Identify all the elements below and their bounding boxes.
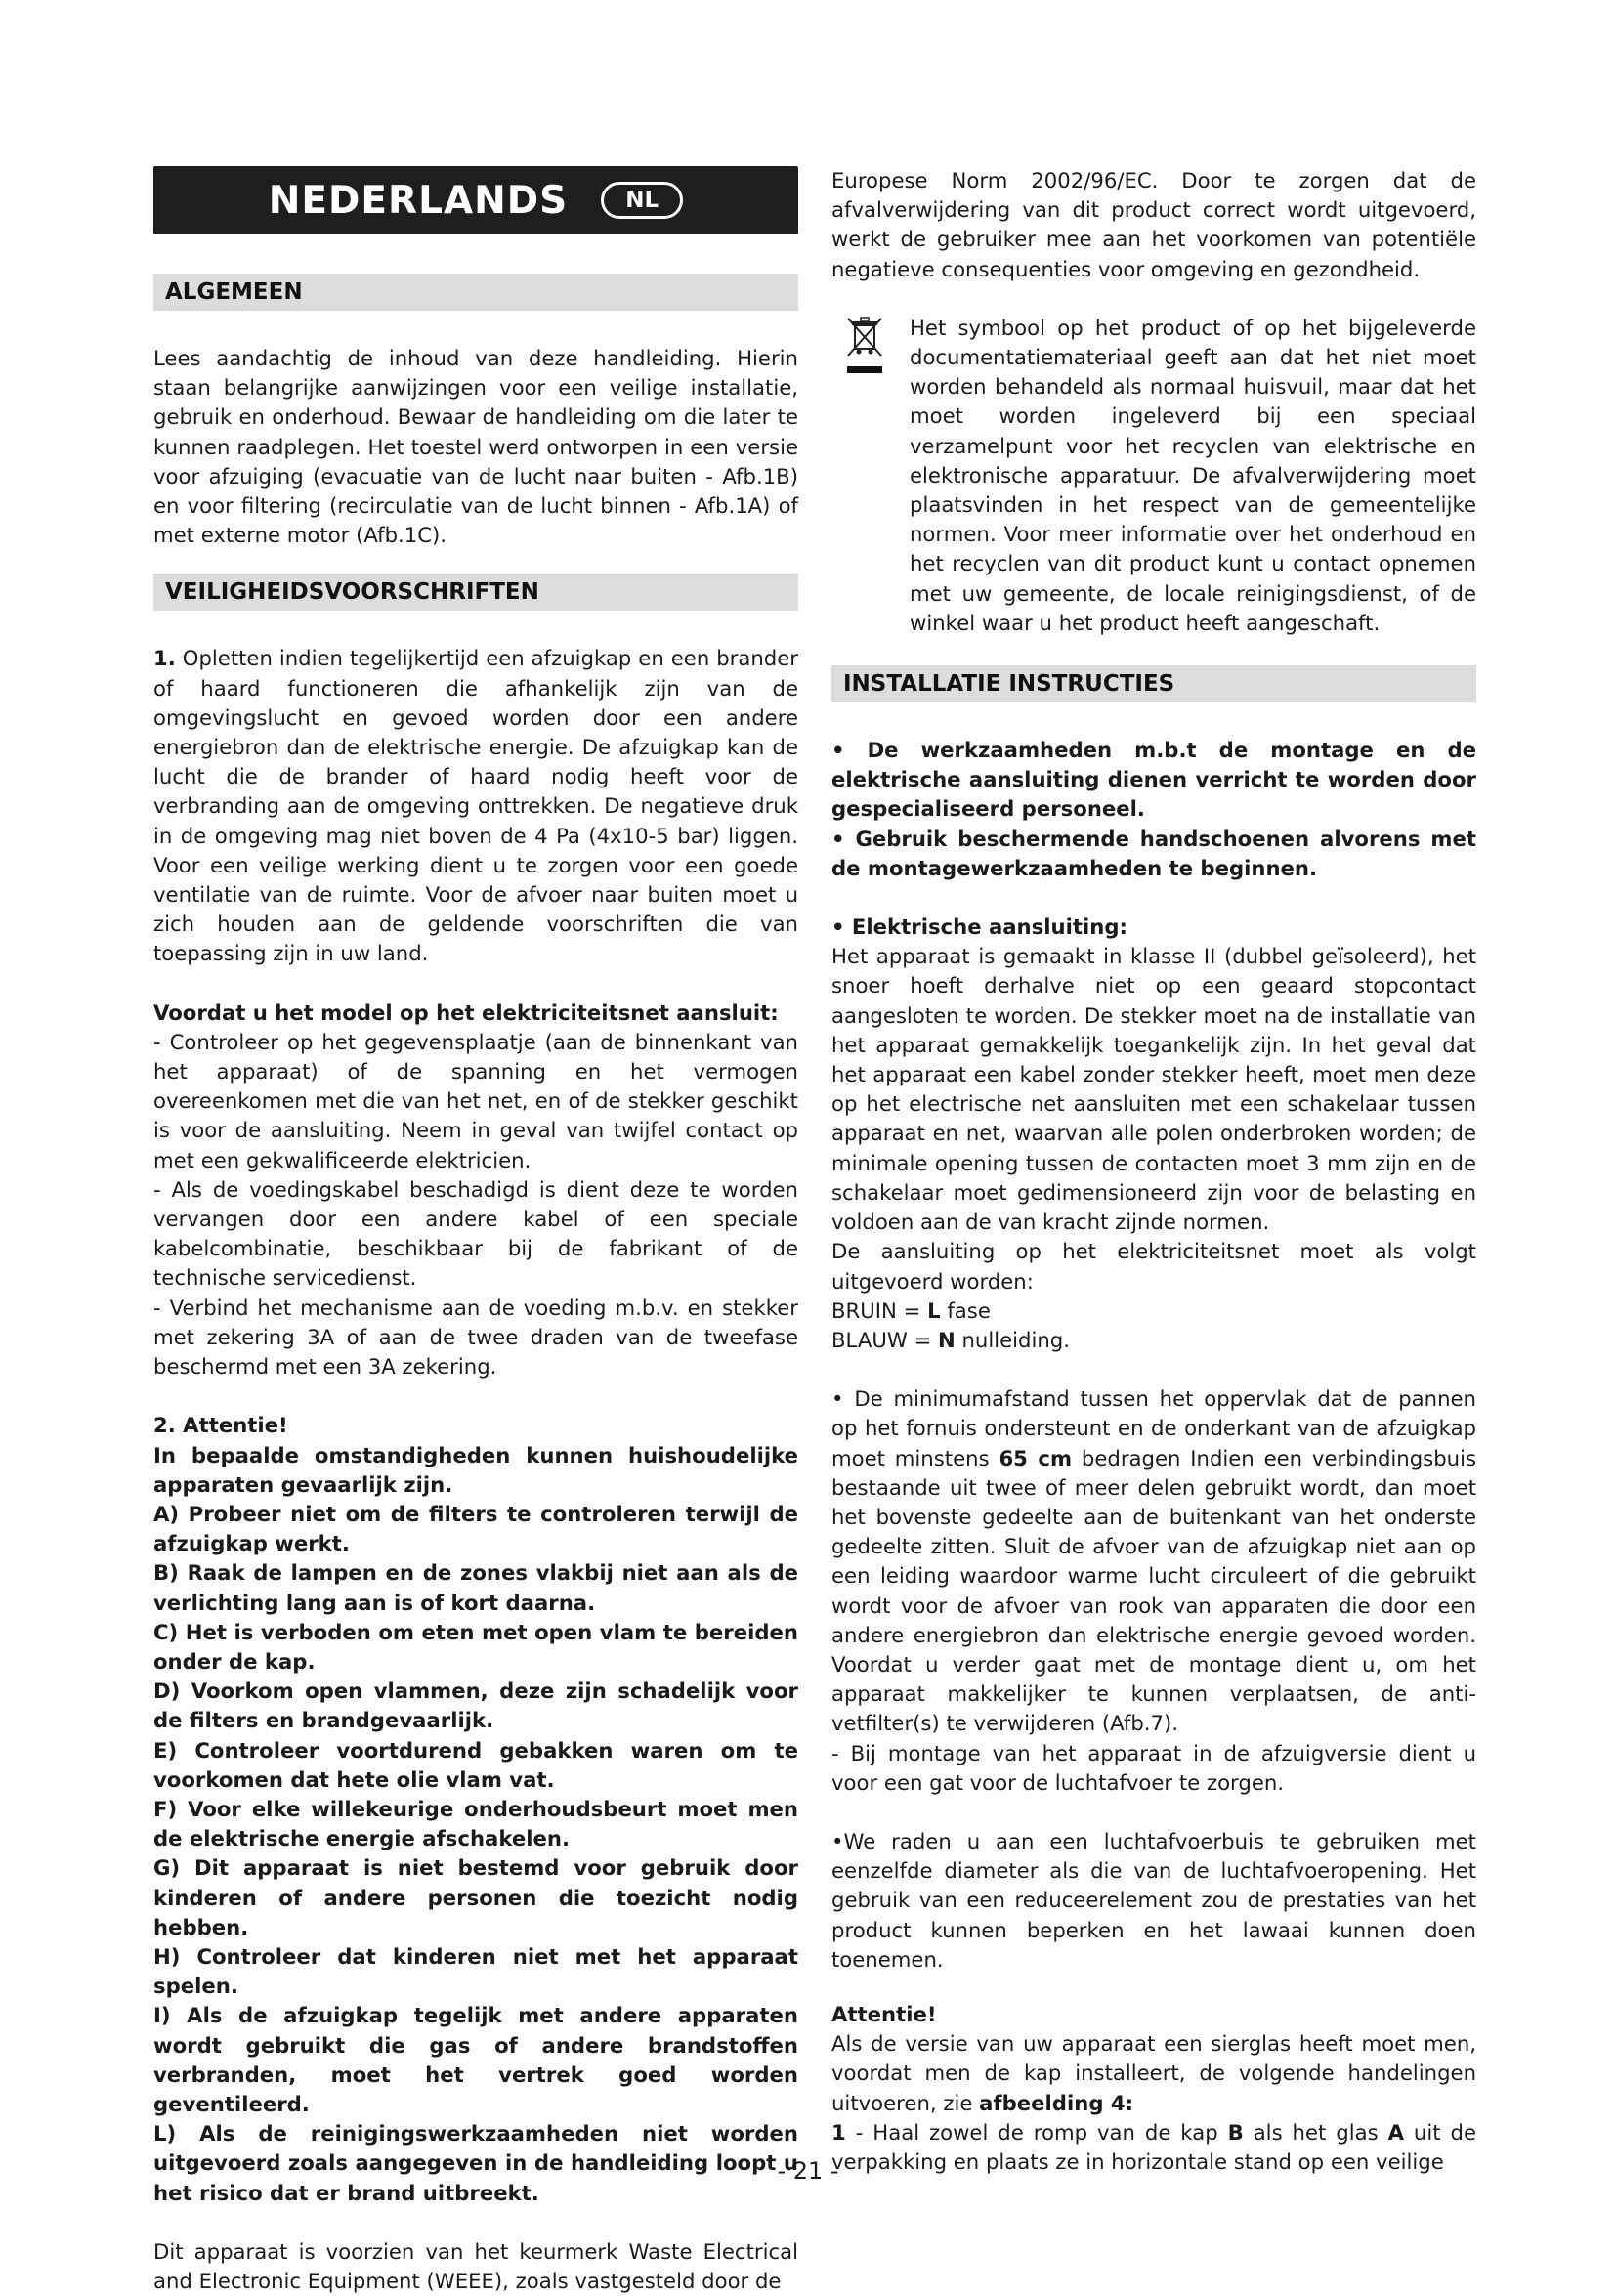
connection-heading: Voordat u het model op het elektriciteitsnet aansluit:	[153, 999, 779, 1025]
step-number: 1	[831, 2119, 846, 2145]
min-distance-value: 65 cm	[999, 1445, 1073, 1470]
electrical-heading: • Elektrische aansluiting:	[831, 914, 1127, 940]
min-distance-paragraph	[831, 1384, 1476, 1738]
weee-paragraph: Dit apparaat is voorzien van het keurmerk Waste Electrical and Electronic Equipment (WEEE), zoals vastgesteld door de	[153, 2238, 798, 2293]
right-column	[831, 166, 1476, 2177]
min-distance-text-b: bedragen Indien een verbindingsbuis bestaande uit twee of meer delen gebruikt wordt, dan moet het bovenste gedeelte aan de buitenkant van het onderste gedeelte zitten. Sluit de afvoer van de afzuigkap niet aan op een leiding waardoor warme lucht circuleert of die gebruikt wordt voor de afvoer van rook van apparaten die door een andere energiebron dan elektrische energie gevoed worden. Voordat u verder gaat met de montage dient u, om het apparaat makkelijker te kunnen verplaatsen, de anti-vetfilter(s) te verwijderen (Afb.7).	[831, 1445, 1477, 1736]
step-text-b: als het glas	[1243, 2119, 1388, 2145]
electrical-paragraph-2: De aansluiting op het elektriciteitsnet moet als volgt uitgevoerd worden:	[831, 1239, 1476, 1294]
weee-symbol-block	[831, 314, 1476, 638]
safety-item-1	[153, 644, 798, 968]
safety-item-text: Opletten indien tegelijkertijd een afzuigkap en een brander of haard functioneren die afhankelijk zijn van de omgevingslucht en gevoed worden door een andere energiebron dan de elektrische energie. De afzuigkap kan de lucht die de brander of haard nodig heeft voor de verbranding aan de omgeving onttrekken. De negatieve druk in de omgeving mag niet boven de 4 Pa (4x10-5 bar) liggen. Voor een veilige werking dient u te zorgen voor een goede ventilatie van de ruimte. Voor de afvoer naar buiten moet u zich houden aan de geldende voorschriften die van toepassing zijn in uw land.	[153, 646, 798, 966]
part-a-label: A	[1387, 2119, 1404, 2145]
connection-item-1: - Controleer op het gegevensplaatje (aan de binnenkant van het apparaat) of de spanning en het vermogen overeenkomen met die van het net, en of de stekker geschikt is voor de aansluiting. Neem in geval van twijfel contact op met een gekwalificeerde elektricien.	[153, 1029, 798, 1172]
install-bullet-1: • De werkzaamheden m.b.t de montage en de elektrische aansluiting dienen verricht te worden door gespecialiseerd personeel.	[831, 738, 1476, 822]
exhaust-hole-note: - Bij montage van het apparaat in de afzuigversie dient u voor een gat voor de luchtafvoer te zorgen.	[831, 1740, 1476, 1795]
attention-item-d: D) Voorkom open vlammen, deze zijn schadelijk voor de filters en brandgevaarlijk.	[153, 1679, 798, 1733]
wire-blue-letter: N	[938, 1327, 956, 1352]
wire-brown-label: BRUIN =	[831, 1297, 928, 1323]
attention-intro: In bepaalde omstandigheden kunnen huishoudelijke apparaten gevaarlijk zijn.	[153, 1442, 798, 1497]
attention-item-c: C) Het is verboden om eten met open vlam te bereiden onder de kap.	[153, 1619, 798, 1674]
page-number: - 21 -	[777, 2157, 839, 2185]
language-banner	[153, 166, 798, 234]
crossed-bin-icon	[845, 316, 884, 376]
figure-reference: afbeelding 4:	[979, 2090, 1134, 2115]
wire-brown-letter: L	[927, 1297, 941, 1323]
connection-item-2: - Als de voedingskabel beschadigd is dient deze te worden vervangen door een andere kabel of een speciale kabelcombinatie, beschikbaar bij de fabrikant of de technische servicedienst.	[153, 1176, 798, 1291]
safety-item-number: 1.	[153, 646, 176, 671]
attention-item-b: B) Raak de lampen en de zones vlakbij niet aan als de verlichting lang aan is of kort daarna.	[153, 1560, 798, 1615]
weee-continuation: Europese Norm 2002/96/EC. Door te zorgen dat de afvalverwijdering van dit product correct wordt uitgevoerd, werkt de gebruiker mee aan het voorkomen van potentiële negatieve consequenties voor omgeving en gezondheid.	[831, 168, 1476, 281]
section-heading-algemeen: ALGEMEEN	[153, 274, 798, 311]
attention-2-heading: Attentie!	[831, 2001, 937, 2026]
language-title: NEDERLANDS	[268, 178, 569, 223]
attention-item-f: F) Voor elke willekeurige onderhoudsbeurt moet men de elektrische energie afschakelen.	[153, 1796, 798, 1851]
wire-blue-label: BLAUW =	[831, 1327, 939, 1352]
attention-item-h: H) Controleer dat kinderen niet met het apparaat spelen.	[153, 1943, 798, 1999]
connection-item-3: - Verbind het mechanisme aan de voeding m.b.v. en stekker met zekering 3A of aan de twee draden van de tweefase beschermd met een 3A zekering.	[153, 1295, 798, 1380]
wire-brown	[831, 1297, 1476, 1326]
language-badge: NL	[601, 182, 683, 219]
algemeen-paragraph: Lees aandachtig de inhoud van deze handleiding. Hierin staan belangrijke aanwijzingen voor een veilige installatie, gebruik en onderhoud. Bewaar de handleiding om die later te kunnen raadplegen. Het toestel werd ontworpen in een versie voor afzuiging (evacuatie van de lucht naar buiten - Afb.1B) en voor filtering (recirculatie van de lucht binnen - Afb.1A) of met externe motor (Afb.1C).	[153, 346, 798, 548]
install-bullet-2: • Gebruik beschermende handschoenen alvorens met de montagewerkzaamheden te beginnen.	[831, 826, 1476, 880]
attention-2-text: Als de versie van uw apparaat een sierglas heeft moet men, voordat men de kap installeert, de volgende handelingen uitvoeren, zie	[831, 2031, 1476, 2115]
wire-blue	[831, 1326, 1476, 1355]
part-b-label: B	[1227, 2119, 1244, 2145]
attention-item-l: L) Als de reinigingswerkzaamheden niet worden uitgevoerd zoals aangegeven in de handleiding loopt u het risico dat er brand uitbreekt.	[153, 2121, 798, 2205]
min-distance-text-a: • De minimumafstand tussen het oppervlak dat de pannen op het fornuis ondersteunt en de onderkant van de afzuigkap moet minstens	[831, 1386, 1476, 1470]
duct-paragraph: •We raden u aan een luchtafvoerbuis te gebruiken met eenzelfde diameter als die van de luchtafvoeropening. Het gebruik van een reduceerelement zou de prestaties van het product kunnen beperken en het lawaai kunnen doen toenemen.	[831, 1828, 1476, 1972]
step-text-a: - Haal zowel de romp van de kap	[845, 2119, 1228, 2145]
wire-blue-meaning: nulleiding.	[955, 1327, 1070, 1352]
attention-item-a: A) Probeer niet om de filters te controleren terwijl de afzuigkap werkt.	[153, 1501, 798, 1556]
attention-item-e: E) Controleer voortdurend gebakken waren om te voorkomen dat hete olie vlam vat.	[153, 1737, 798, 1792]
step-text-c: uit de verpakking en plaats ze in horizontale stand op een veilige	[831, 2119, 1476, 2174]
weee-symbol-text: Het symbool op het product of op het bijgeleverde documentatiemateriaal geeft aan dat het niet moet worden behandeld als normaal huisvuil, maar dat het moet worden ingeleverd bij een speciaal verzamelpunt voor het recyclen van elektrische en elektronische apparatuur. De afvalverwijdering moet plaatsvinden in het respect van de gemeentelijke normen. Voor meer informatie over het onderhoud en het recyclen van dit product kunt u contact opnemen met uw gemeente, de locale reinigingsdienst, of de winkel waar u het product heeft aangeschaft.	[910, 315, 1476, 635]
attention-heading: 2. Attentie!	[153, 1413, 288, 1438]
left-column	[153, 166, 798, 2296]
electrical-paragraph: Het apparaat is gemaakt in klasse II (dubbel geïsoleerd), het snoer hoeft derhalve niet op een geaard stopcontact aangesloten te worden. De stekker moet na de installatie van het apparaat gemakkelijk toegankelijk zijn. In het geval dat het apparaat een kabel zonder stekker heeft, moet men deze op het electrische net aansluiten met een schakelaar tussen apparaat en net, waarvan alle polen onderbroken worden; de minimale opening tussen de contacten moet 3 mm zijn en de schakelaar moet gedimensioneerd zijn voor de belasting en voldoen aan de van kracht zijnde normen.	[831, 944, 1476, 1235]
attention-item-i: I) Als de afzuigkap tegelijk met andere apparaten wordt gebruikt die gas of andere brandstoffen verbranden, moet het vertrek goed worden geventileerd.	[153, 2003, 798, 2116]
wire-brown-meaning: fase	[940, 1297, 991, 1323]
section-heading-installatie: INSTALLATIE INSTRUCTIES	[831, 665, 1476, 702]
attention-2-paragraph	[831, 2029, 1476, 2118]
attention-item-g: G) Dit apparaat is niet bestemd voor gebruik door kinderen of andere personen die toezicht nodig hebben.	[153, 1855, 798, 1939]
section-heading-veiligheid: VEILIGHEIDSVOORSCHRIFTEN	[153, 574, 798, 611]
